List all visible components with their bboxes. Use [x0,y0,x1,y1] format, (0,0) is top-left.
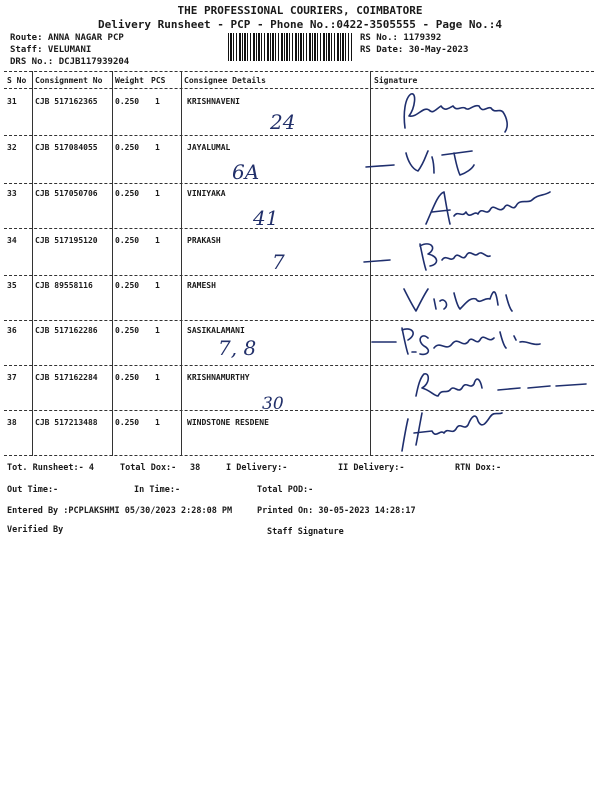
row-divider [4,275,594,276]
company-title: THE PROFESSIONAL COURIERS, COIMBATORE [177,4,423,17]
row-sno: 35 [7,281,17,290]
row-weight: 0.250 [115,97,140,106]
route-label: Route: ANNA NAGAR PCP [10,33,124,43]
row-consignee: KRISHNAVENI [187,97,240,106]
row-pcs: 1 [155,418,160,427]
verified-by-label: Verified By [7,525,64,535]
row-consignment-no: CJB 517162284 [35,373,98,382]
handwritten-door-number: 7 [272,250,285,274]
row-consignee: PRAKASH [187,236,221,245]
table-top-rule [4,71,594,72]
row-consignment-no: CJB 517195120 [35,236,98,245]
row-divider [4,183,594,184]
recipient-signature [420,186,560,231]
in-time-label: In Time:- [134,485,181,495]
row-pcs: 1 [155,326,160,335]
column-divider [181,71,182,456]
row-consignee: KRISHNAMURTHY [187,373,250,382]
row-consignee: WINDSTONE RESDENE [187,418,269,427]
staff-signature-label: Staff Signature [267,527,344,537]
total-runsheet: Tot. Runsheet:- 4 [7,463,94,473]
col-header-weight: Weight [115,76,144,85]
row-consignee: RAMESH [187,281,216,290]
row-consignment-no: CJB 517050706 [35,189,98,198]
row-pcs: 1 [155,143,160,152]
row-sno: 38 [7,418,17,427]
i-delivery-label: I Delivery:- [226,463,288,473]
total-pod-label: Total POD:- [257,485,314,495]
col-header-consignment: Consignment No [35,76,103,85]
row-weight: 0.250 [115,326,140,335]
col-header-pcs: PCS [151,76,166,85]
row-consignee: SASIKALAMANI [187,326,245,335]
row-consignment-no: CJB 517213488 [35,418,98,427]
row-sno: 36 [7,326,17,335]
col-header-consignee: Consignee Details [184,76,266,85]
row-sno: 34 [7,236,17,245]
drs-number: DRS No.: DCJB117939204 [10,57,130,67]
row-consignee: VINIYAKA [187,189,226,198]
recipient-signature [410,370,590,402]
col-header-signature: Signature [374,76,418,85]
row-consignee: JAYALUMAL [187,143,231,152]
row-pcs: 1 [155,189,160,198]
recipient-signature [368,322,558,362]
printed-on: Printed On: 30-05-2023 14:28:17 [257,506,416,516]
row-sno: 33 [7,189,17,198]
row-sno: 32 [7,143,17,152]
entered-by: Entered By :PCPLAKSHMI 05/30/2023 2:28:08 PM [7,506,233,516]
row-consignment-no: CJB 517162365 [35,97,98,106]
row-divider [4,365,594,366]
row-divider [4,320,594,321]
recipient-signature [392,405,512,457]
row-pcs: 1 [155,236,160,245]
col-header-sno: S No [7,76,27,85]
row-pcs: 1 [155,373,160,382]
column-divider [32,71,33,456]
recipient-signature [398,283,528,318]
handwritten-door-number: 24 [270,110,296,134]
runsheet-title: Delivery Runsheet - PCP - Phone No.:0422-3505555 - Page No.:4 [98,18,502,31]
row-consignment-no: CJB 517084055 [35,143,98,152]
row-consignment-no: CJB 89558116 [35,281,93,290]
row-weight: 0.250 [115,281,140,290]
row-weight: 0.250 [115,143,140,152]
recipient-signature [395,88,525,136]
handwritten-door-number: 30 [262,394,284,414]
row-weight: 0.250 [115,236,140,245]
recipient-signature [362,145,482,180]
row-weight: 0.250 [115,373,140,382]
rs-date: RS Date: 30-May-2023 [360,45,469,55]
row-sno: 37 [7,373,17,382]
handwritten-door-number: 7, 8 [218,336,257,360]
row-pcs: 1 [155,97,160,106]
staff-label: Staff: VELUMANI [10,45,92,55]
rtn-dox-label: RTN Dox:- [455,463,502,473]
row-consignment-no: CJB 517162286 [35,326,98,335]
row-sno: 31 [7,97,17,106]
total-dox-label: Total Dox:- [120,463,177,473]
handwritten-door-number: 6A [232,160,260,184]
out-time-label: Out Time:- [7,485,59,495]
row-pcs: 1 [155,281,160,290]
row-weight: 0.250 [115,189,140,198]
total-dox-value: 38 [190,463,201,473]
barcode-image [228,33,352,61]
ii-delivery-label: II Delivery:- [338,463,405,473]
row-weight: 0.250 [115,418,140,427]
handwritten-door-number: 41 [253,206,279,230]
column-divider [112,71,113,456]
rs-number: RS No.: 1179392 [360,33,442,43]
recipient-signature [360,236,500,274]
